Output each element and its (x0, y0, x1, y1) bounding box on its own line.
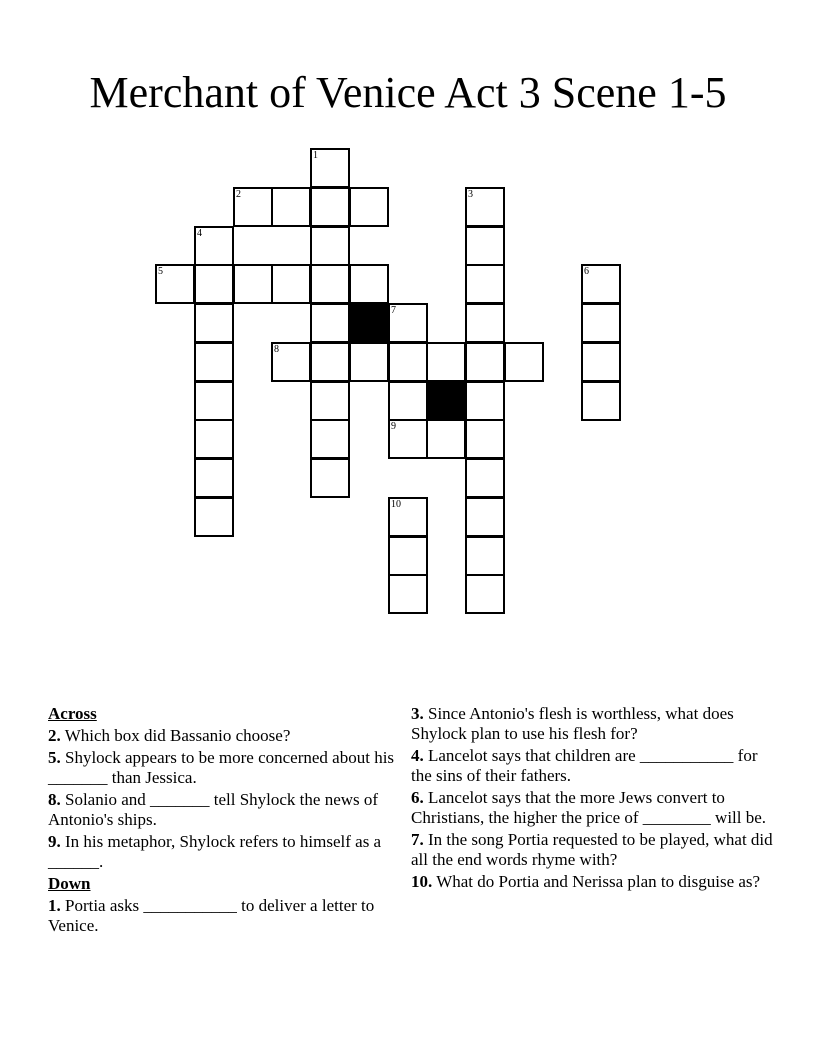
clue-down-6 (411, 788, 781, 828)
clue-text: Lancelot says that the more Jews convert to Christians, the higher the price of ________ will be. (411, 788, 767, 827)
crossword-cell[interactable] (388, 574, 428, 614)
crossword-cell[interactable] (465, 226, 505, 266)
crossword-cell[interactable] (426, 342, 466, 382)
clue-number: 9. (48, 832, 61, 851)
crossword-cell[interactable] (349, 187, 389, 227)
page-title: Merchant of Venice Act 3 Scene 1-5 (89, 68, 727, 118)
crossword-cell[interactable] (388, 303, 428, 343)
crossword-cell[interactable] (465, 574, 505, 614)
cell-number: 1 (313, 150, 318, 161)
crossword-cell[interactable] (310, 264, 350, 304)
crossword-cell[interactable] (233, 187, 273, 227)
crossword-cell[interactable] (310, 458, 350, 498)
cell-number: 6 (584, 266, 589, 277)
clue-across-5 (48, 748, 398, 788)
clue-down-7 (411, 830, 781, 870)
crossword-cell[interactable] (465, 187, 505, 227)
clue-text: In the song Portia requested to be played, what did all the end words rhyme with? (411, 830, 773, 869)
crossword-cell[interactable] (388, 497, 428, 537)
clue-number: 7. (411, 830, 424, 849)
cell-number: 8 (274, 344, 279, 355)
cell-number: 9 (391, 421, 396, 432)
cell-number: 7 (391, 305, 396, 316)
crossword-cell[interactable] (310, 419, 350, 459)
crossword-cell[interactable] (465, 419, 505, 459)
crossword-cell[interactable] (388, 536, 428, 576)
clue-across-8 (48, 790, 398, 830)
crossword-cell[interactable] (310, 381, 350, 421)
crossword-cell[interactable] (349, 264, 389, 304)
clue-text: In his metaphor, Shylock refers to himself as a ______. (48, 832, 382, 871)
crossword-cell[interactable] (426, 419, 466, 459)
cell-number: 3 (468, 189, 473, 200)
clue-number: 2. (48, 726, 61, 745)
crossword-cell[interactable] (504, 342, 544, 382)
crossword-cell[interactable] (310, 187, 350, 227)
cell-number: 5 (158, 266, 163, 277)
clue-number: 8. (48, 790, 61, 809)
crossword-cell[interactable] (465, 303, 505, 343)
clue-number: 6. (411, 788, 424, 807)
crossword-cell[interactable] (349, 342, 389, 382)
crossword-cell[interactable] (581, 303, 621, 343)
crossword-cell[interactable] (271, 187, 311, 227)
crossword-cell[interactable] (310, 148, 350, 188)
crossword-cell[interactable] (271, 264, 311, 304)
crossword-cell[interactable] (465, 342, 505, 382)
cell-number: 2 (236, 189, 241, 200)
clue-down-10 (411, 872, 781, 892)
crossword-cell[interactable] (194, 303, 234, 343)
crossword-cell[interactable] (194, 458, 234, 498)
clue-text: Since Antonio's flesh is worthless, what does Shylock plan to use his flesh for? (411, 704, 734, 743)
crossword-cell[interactable] (465, 381, 505, 421)
crossword-cell[interactable] (194, 342, 234, 382)
across-heading: Across (48, 704, 97, 723)
crossword-cell[interactable] (581, 342, 621, 382)
crossword-cell[interactable] (388, 342, 428, 382)
crossword-cell[interactable] (581, 264, 621, 304)
crossword-cell[interactable] (155, 264, 195, 304)
crossword-cell[interactable] (465, 497, 505, 537)
clue-text: What do Portia and Nerissa plan to disguise as? (432, 872, 761, 891)
crossword-cell[interactable] (194, 264, 234, 304)
clues-right-column (411, 704, 781, 894)
clues-left-column (48, 704, 398, 938)
clue-down-1 (48, 896, 398, 936)
crossword-block-cell (426, 381, 466, 421)
cell-number: 4 (197, 228, 202, 239)
clue-number: 3. (411, 704, 424, 723)
clue-across-9 (48, 832, 398, 872)
clue-number: 4. (411, 746, 424, 765)
crossword-cell[interactable] (465, 458, 505, 498)
clue-text: Solanio and _______ tell Shylock the news of Antonio's ships. (48, 790, 379, 829)
crossword-cell[interactable] (310, 226, 350, 266)
clue-number: 5. (48, 748, 61, 767)
crossword-cell[interactable] (388, 419, 428, 459)
crossword-cell[interactable] (271, 342, 311, 382)
clue-down-4 (411, 746, 781, 786)
crossword-cell[interactable] (465, 536, 505, 576)
crossword-cell[interactable] (581, 381, 621, 421)
cell-number: 10 (391, 499, 401, 510)
crossword-cell[interactable] (310, 303, 350, 343)
crossword-cell[interactable] (310, 342, 350, 382)
clue-number: 10. (411, 872, 433, 891)
crossword-block-cell (349, 303, 389, 343)
clue-text: Shylock appears to be more concerned about his _______ than Jessica. (48, 748, 395, 787)
crossword-cell[interactable] (194, 381, 234, 421)
clue-down-3 (411, 704, 781, 744)
crossword-cell[interactable] (194, 497, 234, 537)
clue-number: 1. (48, 896, 61, 915)
crossword-cell[interactable] (388, 381, 428, 421)
clue-across-2 (48, 726, 398, 746)
clue-text: Lancelot says that children are ___________ for the sins of their fathers. (411, 746, 758, 785)
crossword-cell[interactable] (233, 264, 273, 304)
crossword-cell[interactable] (194, 226, 234, 266)
down-heading: Down (48, 874, 91, 893)
clue-text: Which box did Bassanio choose? (60, 726, 291, 745)
clue-text: Portia asks ___________ to deliver a letter to Venice. (48, 896, 375, 935)
crossword-cell[interactable] (465, 264, 505, 304)
crossword-cell[interactable] (194, 419, 234, 459)
